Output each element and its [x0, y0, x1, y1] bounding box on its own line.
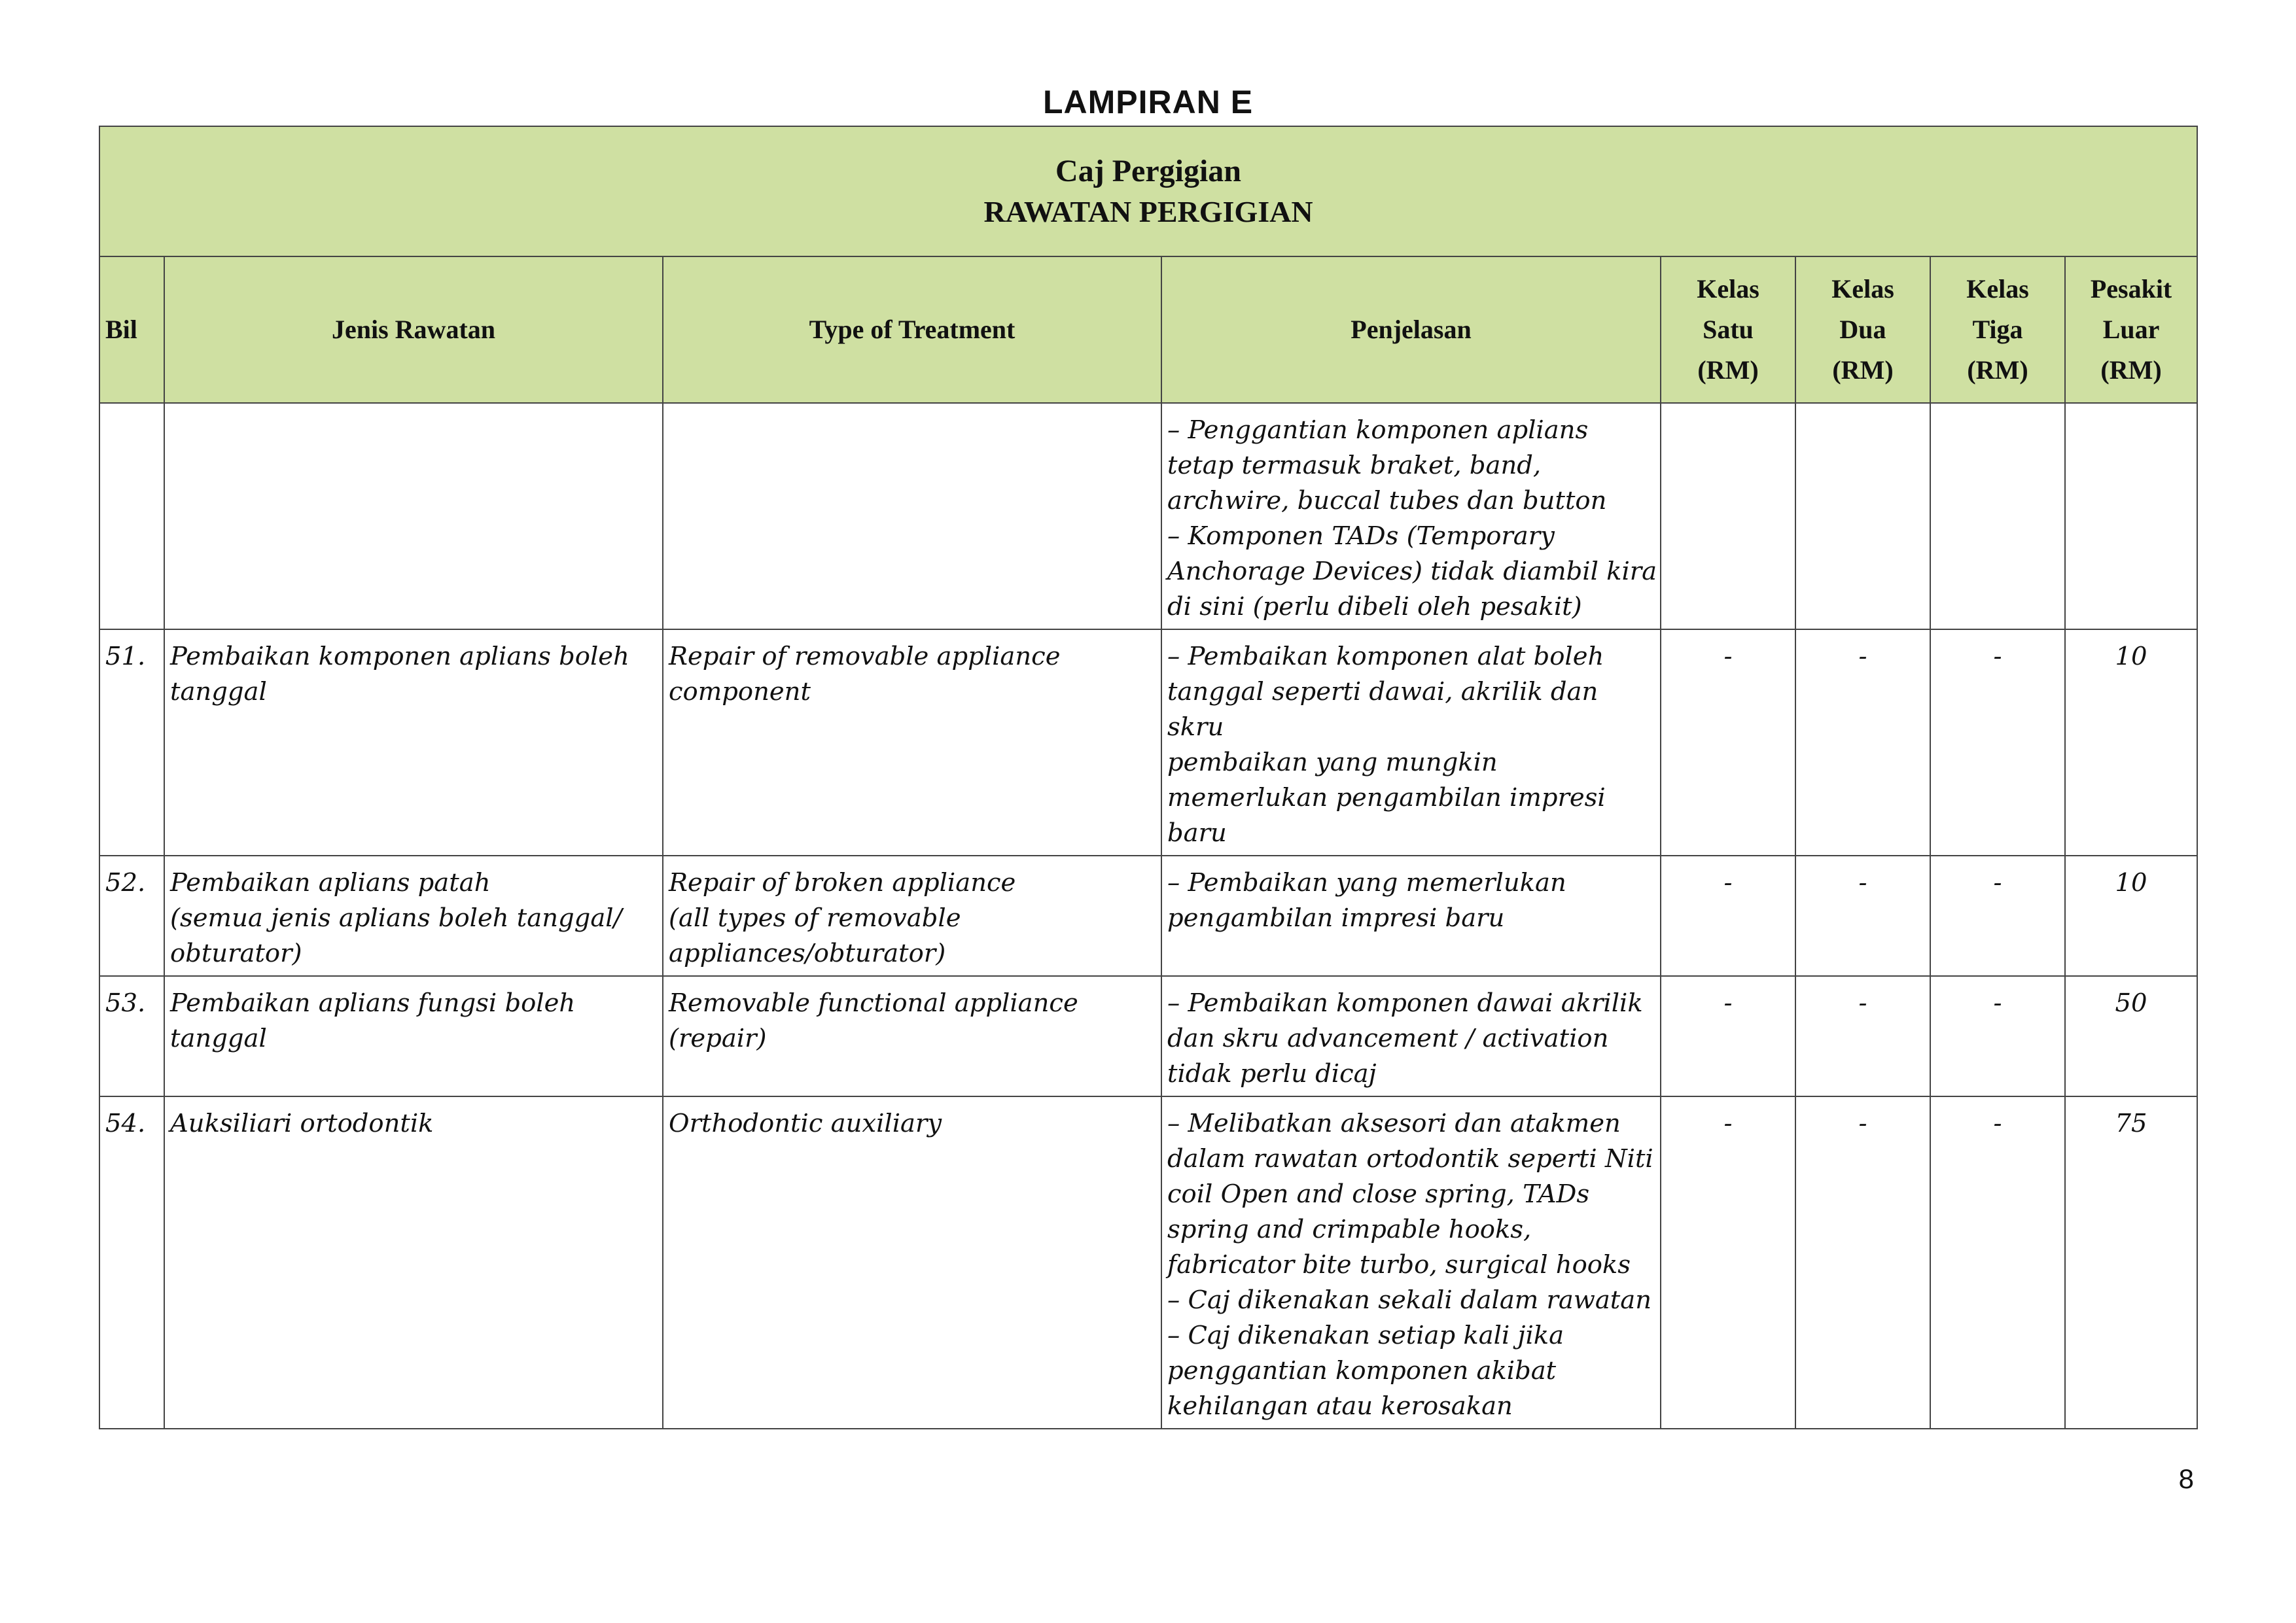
row-kelas-satu — [1661, 403, 1795, 629]
header-kelas-tiga-line: Tiga — [1972, 315, 2023, 344]
penjelasan-line: pembaikan yang mungkin — [1167, 748, 1498, 777]
row-pesakit-luar: 75 — [2065, 1096, 2197, 1429]
type-of-treatment-line: component — [669, 677, 811, 707]
row-kelas-satu: - — [1661, 976, 1795, 1096]
penjelasan-line: penggantian komponen akibat — [1167, 1356, 1557, 1386]
penjelasan-line: fabricator bite turbo, surgical hooks — [1167, 1250, 1631, 1280]
row-kelas-dua: - — [1795, 1096, 1930, 1429]
header-kelas-satu-line: Kelas — [1697, 274, 1759, 304]
row-kelas-dua: - — [1795, 976, 1930, 1096]
header-kelas-tiga — [1930, 256, 2065, 403]
jenis-rawatan-line: tanggal — [170, 1024, 267, 1053]
penjelasan-line: pengambilan impresi baru — [1167, 903, 1505, 933]
penjelasan-line: – Caj dikenakan setiap kali jika — [1167, 1321, 1564, 1350]
table-row — [99, 856, 2197, 976]
penjelasan-line: – Komponen TADs (Temporary — [1167, 521, 1555, 551]
row-bil — [99, 403, 164, 629]
penjelasan-line: tanggal seperti dawai, akrilik dan — [1167, 677, 1598, 707]
jenis-rawatan-line: Pembaikan aplians patah — [170, 868, 491, 898]
row-kelas-tiga: - — [1930, 1096, 2065, 1429]
penjelasan-line: tidak perlu dicaj — [1167, 1059, 1377, 1089]
penjelasan-line: tetap termasuk braket, band, — [1167, 451, 1542, 480]
jenis-rawatan-line: Pembaikan komponen aplians boleh — [170, 642, 629, 671]
row-bil: 53. — [99, 976, 164, 1096]
table-row — [99, 976, 2197, 1096]
row-kelas-dua: - — [1795, 856, 1930, 976]
table-row — [99, 629, 2197, 856]
penjelasan-line: – Melibatkan aksesori dan atakmen — [1167, 1109, 1621, 1138]
row-penjelasan — [1161, 629, 1661, 856]
row-kelas-satu: - — [1661, 1096, 1795, 1429]
row-type-of-treatment — [663, 403, 1161, 629]
penjelasan-line: coil Open and close spring, TADs — [1167, 1179, 1590, 1209]
jenis-rawatan-line: obturator) — [170, 939, 302, 968]
row-kelas-satu: - — [1661, 629, 1795, 856]
page-number: 8 — [2178, 1463, 2194, 1494]
row-penjelasan — [1161, 403, 1661, 629]
header-kelas-dua — [1795, 256, 1930, 403]
header-kelas-dua-line: Kelas — [1831, 274, 1894, 304]
banner-title: Caj Pergigian — [1055, 153, 1241, 188]
banner-subtitle: RAWATAN PERGIGIAN — [983, 194, 1313, 228]
row-type-of-treatment — [663, 856, 1161, 976]
row-penjelasan — [1161, 976, 1661, 1096]
row-pesakit-luar: 10 — [2065, 629, 2197, 856]
penjelasan-line: – Pembaikan komponen dawai akrilik — [1167, 988, 1643, 1018]
penjelasan-line: di sini (perlu dibeli oleh pesakit) — [1167, 592, 1582, 621]
penjelasan-line: – Pembaikan komponen alat boleh — [1167, 642, 1604, 671]
header-kelas-tiga-line: (RM) — [1967, 355, 2028, 385]
table-body — [99, 403, 2197, 1429]
row-pesakit-luar — [2065, 403, 2197, 629]
header-kelas-satu-line: Satu — [1703, 315, 1754, 344]
row-pesakit-luar: 50 — [2065, 976, 2197, 1096]
table-row — [99, 1096, 2197, 1429]
row-jenis-rawatan — [164, 976, 663, 1096]
row-penjelasan — [1161, 856, 1661, 976]
penjelasan-line: dalam rawatan ortodontik seperti Niti — [1167, 1144, 1653, 1174]
penjelasan-line: kehilangan atau kerosakan — [1167, 1391, 1513, 1421]
header-bil: Bil — [99, 256, 164, 403]
penjelasan-line: baru — [1167, 818, 1227, 848]
row-kelas-tiga: - — [1930, 976, 2065, 1096]
header-pesakit-luar-line: Pesakit — [2090, 274, 2172, 304]
dental-charges-table — [99, 126, 2198, 1429]
penjelasan-line: – Pembaikan yang memerlukan — [1167, 868, 1566, 898]
row-bil: 54. — [99, 1096, 164, 1429]
row-penjelasan — [1161, 1096, 1661, 1429]
row-jenis-rawatan — [164, 856, 663, 976]
penjelasan-line: – Caj dikenakan sekali dalam rawatan — [1167, 1285, 1651, 1315]
row-kelas-dua — [1795, 403, 1930, 629]
table-banner — [99, 126, 2197, 256]
header-type-of-treatment: Type of Treatment — [663, 256, 1161, 403]
row-kelas-satu: - — [1661, 856, 1795, 976]
row-jenis-rawatan — [164, 403, 663, 629]
type-of-treatment-line: (all types of removable — [669, 903, 961, 933]
jenis-rawatan-line: tanggal — [170, 677, 267, 707]
row-jenis-rawatan — [164, 1096, 663, 1429]
header-pesakit-luar-line: (RM) — [2100, 355, 2162, 385]
type-of-treatment-line: Orthodontic auxiliary — [669, 1109, 942, 1138]
row-kelas-tiga — [1930, 403, 2065, 629]
document-title: LAMPIRAN E — [1042, 84, 1254, 120]
row-jenis-rawatan — [164, 629, 663, 856]
row-type-of-treatment — [663, 629, 1161, 856]
row-type-of-treatment — [663, 976, 1161, 1096]
row-kelas-dua: - — [1795, 629, 1930, 856]
row-kelas-tiga: - — [1930, 629, 2065, 856]
penjelasan-line: dan skru advancement / activation — [1167, 1024, 1609, 1053]
header-row — [99, 256, 2197, 403]
penjelasan-line: Anchorage Devices) tidak diambil kira — [1167, 557, 1657, 586]
row-bil: 51. — [99, 629, 164, 856]
header-kelas-dua-line: Dua — [1839, 315, 1886, 344]
row-kelas-tiga: - — [1930, 856, 2065, 976]
penjelasan-line: spring and crimpable hooks, — [1167, 1215, 1532, 1244]
jenis-rawatan-line: (semua jenis aplians boleh tanggal/ — [170, 903, 622, 933]
row-type-of-treatment — [663, 1096, 1161, 1429]
header-kelas-satu-line: (RM) — [1697, 355, 1759, 385]
header-jenis-rawatan: Jenis Rawatan — [164, 256, 663, 403]
header-kelas-tiga-line: Kelas — [1966, 274, 2029, 304]
jenis-rawatan-line: Auksiliari ortodontik — [170, 1109, 434, 1138]
table-row — [99, 403, 2197, 629]
header-penjelasan: Penjelasan — [1161, 256, 1661, 403]
type-of-treatment-line: appliances/obturator) — [669, 939, 946, 968]
jenis-rawatan-line: Pembaikan aplians fungsi boleh — [170, 988, 576, 1018]
type-of-treatment-line: Removable functional appliance — [669, 988, 1078, 1018]
header-pesakit-luar — [2065, 256, 2197, 403]
type-of-treatment-line: Repair of broken appliance — [669, 868, 1016, 898]
header-kelas-dua-line: (RM) — [1832, 355, 1894, 385]
header-pesakit-luar-line: Luar — [2102, 315, 2160, 344]
penjelasan-line: – Penggantian komponen aplians — [1167, 415, 1589, 445]
type-of-treatment-line: (repair) — [669, 1024, 767, 1053]
penjelasan-line: archwire, buccal tubes dan button — [1167, 486, 1607, 515]
type-of-treatment-line: Repair of removable appliance — [669, 642, 1061, 671]
row-bil: 52. — [99, 856, 164, 976]
penjelasan-line: memerlukan pengambilan impresi — [1167, 783, 1606, 812]
header-kelas-satu — [1661, 256, 1795, 403]
row-pesakit-luar: 10 — [2065, 856, 2197, 976]
penjelasan-line: skru — [1167, 712, 1224, 742]
